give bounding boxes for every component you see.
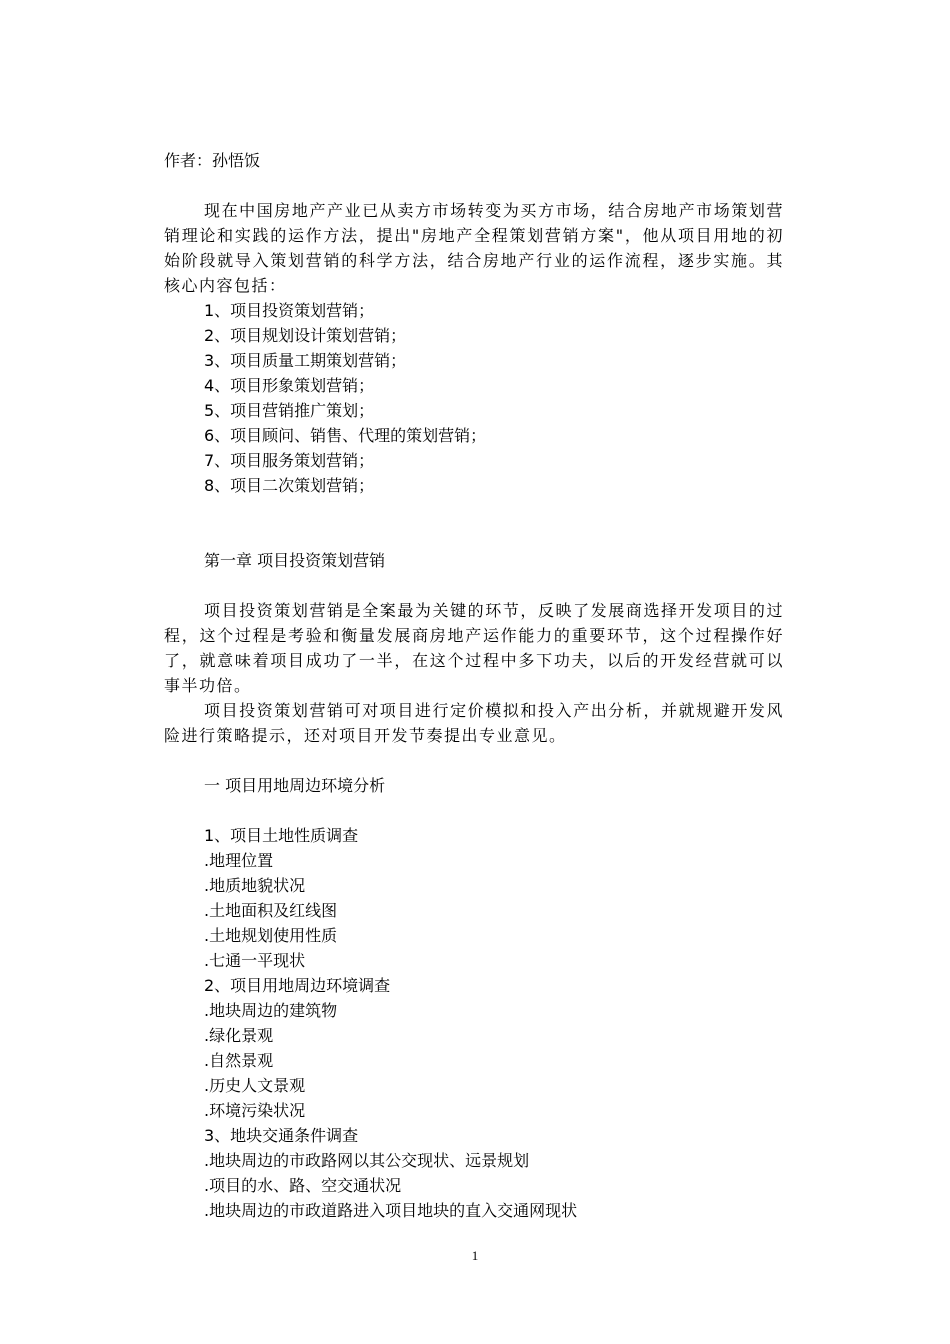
list-item: .环境污染状况 — [204, 1101, 306, 1120]
list-item: .自然景观 — [204, 1051, 274, 1070]
section-title: 一 项目用地周边环境分析 — [204, 776, 386, 795]
list-item: 5、项目营销推广策划； — [204, 401, 375, 420]
list-item: 1、项目土地性质调查 — [204, 826, 359, 845]
chapter-paragraph-2: 项目投资策划营销可对项目进行定价模拟和投入产出分析，并就规避开发风险进行策略提示，还对项目开发节奏提出专业意见。 — [164, 701, 784, 745]
list-item: .地质地貌状况 — [204, 876, 306, 895]
chapter-paragraph-1: 项目投资策划营销是全案最为关键的环节，反映了发展商选择开发项目的过程，这个过程是考验和衡量发展商房地产运作能力的重要环节，这个过程操作好了，就意味着项目成功了一半，在这个过程中多下功夫，以后的开发经营就可以事半功倍。 — [164, 601, 784, 695]
list-item: 3、地块交通条件调查 — [204, 1126, 359, 1145]
list-item: .七通一平现状 — [204, 951, 306, 970]
list-item: 8、项目二次策划营销； — [204, 476, 375, 495]
intro-paragraph: 现在中国房地产产业已从卖方市场转变为买方市场，结合房地产市场策划营销理论和实践的运作方法，提出"房地产全程策划营销方案"，他从项目用地的初始阶段就导入策划营销的科学方法，结合房地产行业的运作流程，逐步实施。其核心内容包括： — [164, 201, 784, 295]
list-item: 2、项目规划设计策划营销； — [204, 326, 407, 345]
list-item: 3、项目质量工期策划营销； — [204, 351, 407, 370]
list-item: 7、项目服务策划营销； — [204, 451, 375, 470]
survey-list — [164, 823, 784, 1223]
list-item: 1、项目投资策划营销； — [204, 301, 375, 320]
list-item: .历史人文景观 — [204, 1076, 306, 1095]
list-item: .地块周边的建筑物 — [204, 1001, 338, 1020]
list-item: .项目的水、路、空交通状况 — [204, 1176, 402, 1195]
chapter-title: 第一章 项目投资策划营销 — [204, 551, 386, 570]
author-line: 作者：孙悟饭 — [164, 151, 261, 170]
list-item: 6、项目顾问、销售、代理的策划营销； — [204, 426, 487, 445]
list-item: .土地面积及红线图 — [204, 901, 338, 920]
list-item: 4、项目形象策划营销； — [204, 376, 375, 395]
list-item: 2、项目用地周边环境调查 — [204, 976, 391, 995]
intro-list — [164, 298, 784, 498]
page-number: 1 — [471, 1248, 479, 1263]
list-item: .地理位置 — [204, 851, 274, 870]
list-item: .绿化景观 — [204, 1026, 274, 1045]
list-item: .土地规划使用性质 — [204, 926, 338, 945]
list-item: .地块周边的市政道路进入项目地块的直入交通网现状 — [204, 1201, 578, 1220]
list-item: .地块周边的市政路网以其公交现状、远景规划 — [204, 1151, 530, 1170]
document-body — [164, 148, 784, 1223]
